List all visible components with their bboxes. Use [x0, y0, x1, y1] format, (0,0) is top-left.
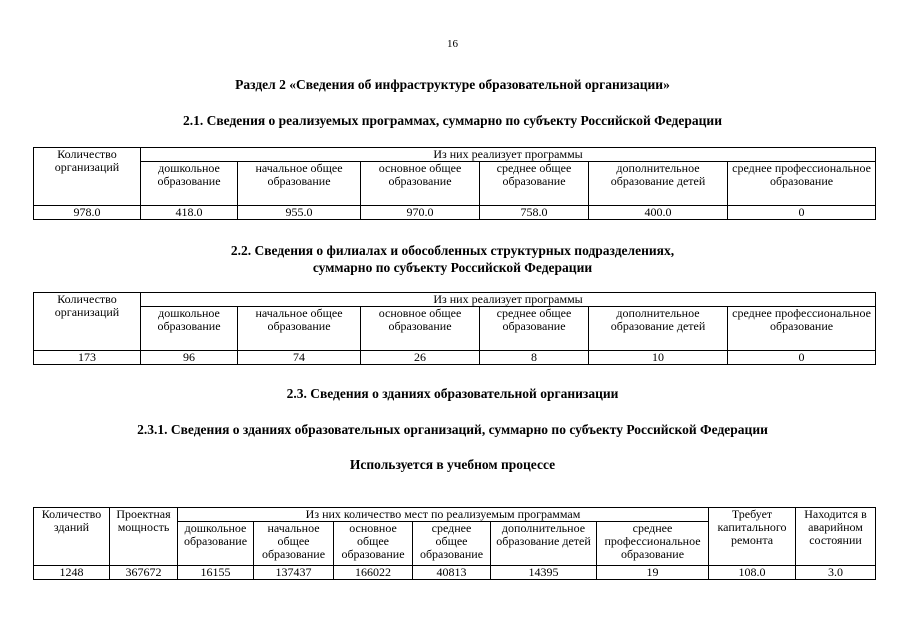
header-basic: основное общее образование — [361, 307, 480, 351]
header-places-group: Из них количество мест по реализуемым программам — [178, 508, 709, 522]
header-programs-group: Из них реализует программы — [141, 293, 876, 307]
header-secondary: среднее общее образование — [480, 307, 589, 351]
page-number: 16 — [447, 38, 458, 50]
value-secondary: 758.0 — [480, 206, 589, 220]
value-basic: 26 — [361, 351, 480, 365]
buildings-table — [33, 507, 876, 580]
value-primary: 955.0 — [238, 206, 361, 220]
value-needs-repair: 108.0 — [709, 566, 796, 580]
section-2-1-title: 2.1. Сведения о реализуемых программах, суммарно по субъекту Российской Федерации — [183, 113, 722, 128]
header-preschool: дошкольное образование — [141, 162, 238, 206]
value-vocational: 0 — [728, 351, 876, 365]
header-programs-group: Из них реализует программы — [141, 148, 876, 162]
value-vocational: 19 — [597, 566, 709, 580]
value-basic: 166022 — [334, 566, 413, 580]
section-2-3-1-subtitle: Используется в учебном процессе — [349, 457, 556, 472]
header-preschool: дошкольное образование — [178, 522, 254, 566]
value-additional: 400.0 — [589, 206, 728, 220]
header-primary: начальное общее образование — [254, 522, 334, 566]
value-buildings-count: 1248 — [34, 566, 110, 580]
value-primary: 137437 — [254, 566, 334, 580]
header-primary: начальное общее образование — [238, 307, 361, 351]
value-preschool: 418.0 — [141, 206, 238, 220]
header-org-count: Количество организаций — [34, 148, 141, 206]
value-additional: 14395 — [491, 566, 597, 580]
programs-table — [33, 147, 876, 220]
value-emergency: 3.0 — [796, 566, 876, 580]
section-2-2-title-line2: суммарно по субъекту Российской Федерации — [312, 260, 593, 275]
value-additional: 10 — [589, 351, 728, 365]
value-secondary: 40813 — [413, 566, 491, 580]
section-2-3-title: 2.3. Сведения о зданиях образовательной организации — [286, 386, 619, 401]
value-org-count: 173 — [34, 351, 141, 365]
header-primary: начальное общее образование — [238, 162, 361, 206]
header-additional: дополнительное образование детей — [589, 162, 728, 206]
header-vocational: среднее профессиональное образование — [597, 522, 709, 566]
section-title: Раздел 2 «Сведения об инфраструктуре образовательной организации» — [235, 77, 670, 92]
section-2-2-title-line1: 2.2. Сведения о филиалах и обособленных структурных подразделениях, — [230, 243, 675, 258]
header-preschool: дошкольное образование — [141, 307, 238, 351]
header-needs-repair: Требует капитального ремонта — [709, 508, 796, 566]
value-vocational: 0 — [728, 206, 876, 220]
header-basic: основное общее образование — [334, 522, 413, 566]
value-preschool: 96 — [141, 351, 238, 365]
header-additional: дополнительное образование детей — [491, 522, 597, 566]
value-secondary: 8 — [480, 351, 589, 365]
value-primary: 74 — [238, 351, 361, 365]
value-basic: 970.0 — [361, 206, 480, 220]
value-capacity: 367672 — [110, 566, 178, 580]
section-2-3-1-title: 2.3.1. Сведения о зданиях образовательных организаций, суммарно по субъекту Российской Федерации — [137, 422, 768, 437]
value-preschool: 16155 — [178, 566, 254, 580]
value-org-count: 978.0 — [34, 206, 141, 220]
header-emergency: Находится в аварийном состоянии — [796, 508, 876, 566]
header-secondary: среднее общее образование — [480, 162, 589, 206]
header-capacity: Проектная мощность — [110, 508, 178, 566]
header-org-count: Количество организаций — [34, 293, 141, 351]
header-additional: дополнительное образование детей — [589, 307, 728, 351]
header-basic: основное общее образование — [361, 162, 480, 206]
header-vocational: среднее профессиональное образование — [728, 307, 876, 351]
branches-table — [33, 292, 876, 365]
header-secondary: среднее общее образование — [413, 522, 491, 566]
header-buildings-count: Количество зданий — [34, 508, 110, 566]
header-vocational: среднее профессиональное образование — [728, 162, 876, 206]
